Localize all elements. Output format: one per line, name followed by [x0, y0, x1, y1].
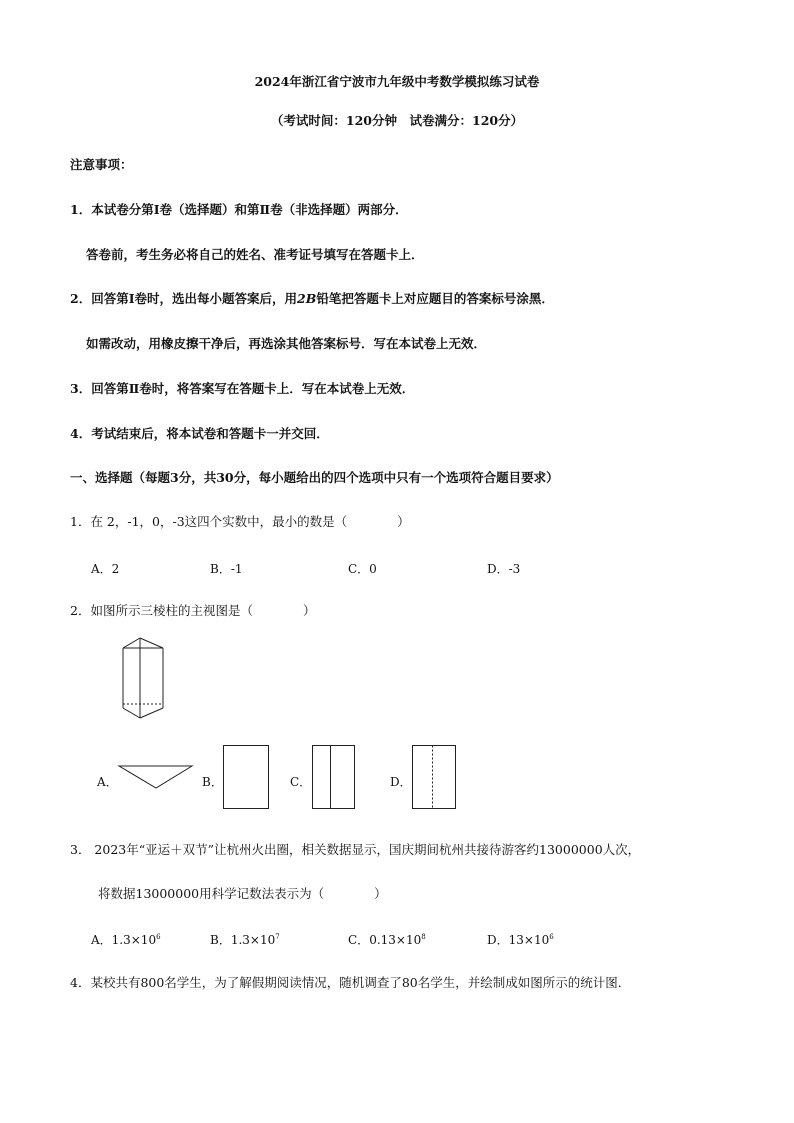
question-3-option-d-exp: 6: [549, 933, 554, 941]
question-3-option-a-label: A．: [91, 933, 112, 947]
question-3-stem-cont: 将数据13000000用科学记数法表示为（ ）: [98, 886, 387, 901]
notice-item-2: [70, 291, 554, 307]
question-3-option-c-base: 0.13×10: [369, 933, 422, 947]
question-3-option-b-label: B．: [210, 933, 231, 947]
option-c-split-rectangle-figure: [312, 745, 355, 809]
question-3-option-b: [210, 931, 280, 948]
notice-item-2-cont: 如需改动，用橡皮擦干净后，再选涂其他答案标号．写在本试卷上无效．: [86, 336, 487, 351]
question-2-label-a: A．: [97, 775, 118, 789]
notice-item-2-pre: 2．回答第Ⅰ卷时，选出每小题答案后，用: [70, 291, 298, 306]
question-1-option-d: D．-3: [487, 562, 521, 576]
question-3-option-b-base: 1.3×10: [230, 933, 276, 947]
notice-item-2-pencil: 2B: [297, 291, 317, 306]
question-3-option-b-exp: 7: [275, 933, 280, 941]
option-b-rectangle-figure: [223, 745, 269, 809]
question-3-option-d-base: 13×10: [508, 933, 550, 947]
notice-item-1-cont: 答卷前，考生务必将自己的姓名、准考证号填写在答题卡上．: [86, 247, 424, 262]
question-3-option-d: [487, 931, 554, 948]
exam-info: （考试时间：120分钟 试卷满分：120分）: [270, 113, 524, 128]
option-d-dashed-rectangle-figure: [412, 745, 456, 809]
prism-figure: [118, 638, 168, 723]
question-3-option-c-exp: 8: [421, 933, 426, 941]
question-3-option-d-label: D．: [487, 933, 509, 947]
section-heading: 一、选择题（每题3分，共30分，每小题给出的四个选项中只有一个选项符合题目要求）: [70, 470, 559, 485]
question-3-stem: 3． 2023年“亚运＋双节”让杭州火出圈，相关数据显示，国庆期间杭州共接待游客约13000000人次，: [70, 842, 641, 857]
question-1-option-a: A．2: [91, 562, 120, 576]
page-title: 2024年浙江省宁波市九年级中考数学模拟练习试卷: [254, 74, 540, 89]
notice-item-3: 3．回答第Ⅱ卷时，将答案写在答题卡上．写在本试卷上无效．: [70, 381, 415, 396]
question-1-option-c: C．0: [348, 562, 377, 576]
notice-item-2-post: 铅笔把答题卡上对应题目的答案标号涂黑．: [316, 291, 554, 306]
notice-item-4: 4．考试结束后，将本试卷和答题卡一并交回．: [70, 426, 329, 441]
question-1-option-b: B．-1: [210, 562, 243, 576]
question-4-stem: 4．某校共有800名学生，为了解假期阅读情况，随机调查了80名学生，并绘制成如图所示的统计图．: [70, 975, 631, 990]
question-3-option-a: [91, 931, 161, 948]
question-2-stem: 2．如图所示三棱柱的主视图是（ ）: [70, 603, 316, 618]
question-1-stem: 1．在 2，-1，0，-3这四个实数中，最小的数是（ ）: [70, 514, 410, 529]
question-2-label-b: B．: [202, 775, 223, 789]
question-2-label-d: D．: [390, 775, 412, 789]
notice-heading: 注意事项：: [70, 157, 133, 172]
notice-item-1: 1．本试卷分第Ⅰ卷（选择题）和第Ⅱ卷（非选择题）两部分．: [70, 202, 408, 217]
question-2-label-c: C．: [290, 775, 312, 789]
question-3-option-a-exp: 6: [156, 933, 161, 941]
option-a-triangle-figure: [118, 763, 194, 791]
question-3-option-c: [348, 931, 426, 948]
question-3-option-a-base: 1.3×10: [111, 933, 157, 947]
question-3-option-c-label: C．: [348, 933, 370, 947]
